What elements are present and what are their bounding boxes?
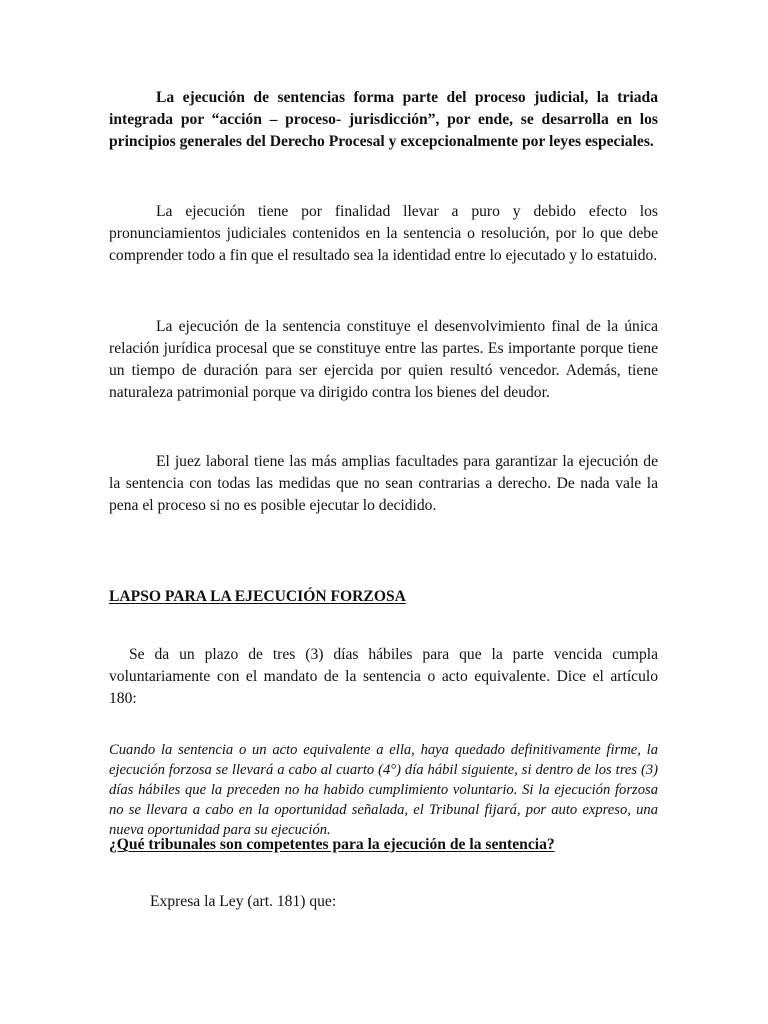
article-180-quote: Cuando la sentencia o un acto equivalente a ella, haya quedado definitivamente firme, la ejecución forzosa se llevará a cabo al cuarto (4°) día hábil siguiente, si dentro de los tres (3) días hábiles que la preceden no ha habido cumplimiento voluntario. Si la ejecución forzosa no se llevara a cabo en la oportunidad señalada, el Tribunal fijará, por auto expreso, una nueva oportunidad para su ejecución. <box>109 742 658 838</box>
intro-paragraph: La ejecución de sentencias forma parte del proceso judicial, la triada integrada por “acción – proceso- jurisdicción”, por ende, se desarrolla en los principios generales del Derecho Procesal y excepcionalmente por leyes especiales. <box>109 89 658 150</box>
deadline-paragraph: Se da un plazo de tres (3) días hábiles para que la parte vencida cumpla voluntariamente con el mandato de la sentencia o acto equivalente. Dice el artículo 180: <box>109 646 658 707</box>
section-heading: LAPSO PARA LA EJECUCIÓN FORZOSA <box>109 588 406 605</box>
purpose-paragraph: La ejecución tiene por finalidad llevar a puro y debido efecto los pronunciamientos judiciales contenidos en la sentencia o resolución, por lo que debe comprender todo a fin que el resultado sea la identidad entre lo ejecutado y lo estatuido. <box>109 203 658 264</box>
legal-relation-paragraph: La ejecución de la sentencia constituye el desenvolvimiento final de la única relación jurídica procesal que se constituye entre las partes. Es importante porque tiene un tiempo de duración para ser ejercida por quien resultó vencedor. Además, tiene naturaleza patrimonial porque va dirigido contra los bienes del deudor. <box>109 318 658 401</box>
judge-powers-paragraph: El juez laboral tiene las más amplias facultades para garantizar la ejecución de la sentencia con todas las medidas que no sean contrarias a derecho. De nada vale la pena el proceso si no es posible ejecutar lo decidido. <box>109 453 658 514</box>
article-181-intro: Expresa la Ley (art. 181) que: <box>150 893 337 910</box>
competent-courts-question: ¿Qué tribunales son competentes para la ejecución de la sentencia? <box>109 836 555 853</box>
